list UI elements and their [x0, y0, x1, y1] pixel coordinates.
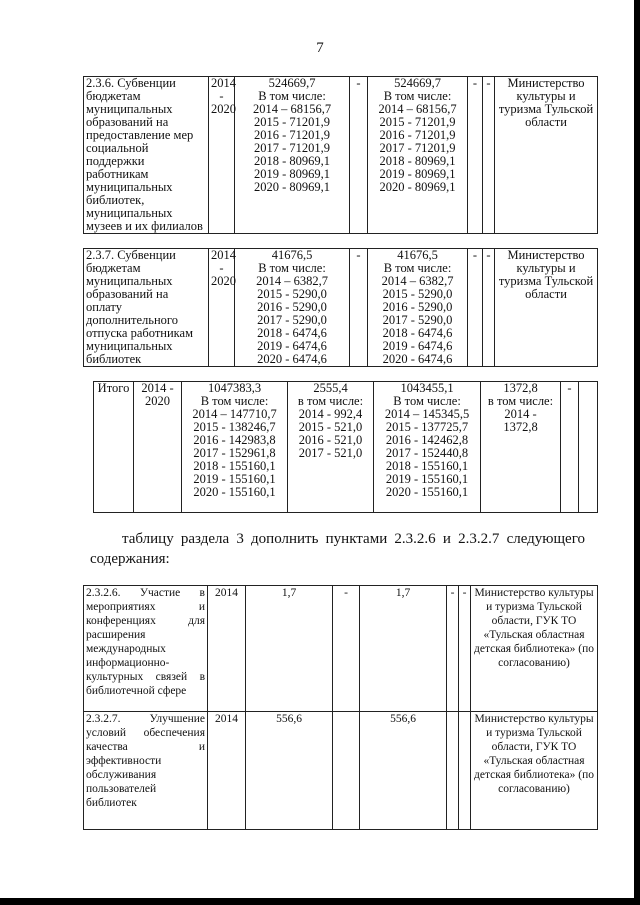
table-row	[84, 586, 598, 712]
row-executor: Министерство культуры и туризма Тульской области, ГУК ТО «Тульская областная детская библиотека» (по согласованию)	[471, 712, 598, 830]
item-executor: Министерство культуры и туризма Тульской области	[495, 77, 598, 234]
item-regional: 524669,7 В том числе: 2014 – 68156,7 2015 - 71201,9 2016 - 71201,9 2017 - 71201,9 2018 - 80969,1 2019 - 80969,1 2020 - 80969,1	[368, 77, 468, 234]
item-name: 2.3.7. Субвенции бюджетам муниципальных образований на оплату дополнительного отпуска работникам муниципальных библиотек	[84, 249, 209, 367]
item-federal: -	[350, 249, 368, 367]
row-regional: 556,6	[360, 712, 447, 830]
subvention-table-2-3-6	[83, 76, 598, 234]
row-extra: -	[459, 586, 471, 712]
total-table	[93, 381, 598, 513]
item-executor: Министерство культуры и туризма Тульской области	[495, 249, 598, 367]
total-federal: 2555,4 в том числе: 2014 - 992,4 2015 - 521,0 2016 - 521,0 2017 - 521,0	[288, 382, 374, 513]
row-federal	[333, 712, 360, 830]
item-total: 41676,5 В том числе: 2014 – 6382,7 2015 - 5290,0 2016 - 5290,0 2017 - 5290,0 2018 - 6474,6 2019 - 6474,6 2020 - 6474,6	[235, 249, 350, 367]
scan-edge-bottom	[0, 898, 640, 905]
row-total: 556,6	[246, 712, 333, 830]
amendment-paragraph: таблицу раздела 3 дополнить пунктами 2.3.2.6 и 2.3.2.7 следующего содержания:	[90, 531, 585, 567]
section3-table	[83, 585, 598, 830]
item-local: -	[468, 77, 483, 234]
row-local	[447, 712, 459, 830]
item-local: -	[468, 249, 483, 367]
item-years: 2014 - 2020	[209, 249, 235, 367]
item-years: 2014 - 2020	[209, 77, 235, 234]
row-name: 2.3.2.6. Участие в мероприятиях и конференциях для расширения международных информационно-культурных связей в библиотечной сфере	[84, 586, 208, 712]
row-local: -	[447, 586, 459, 712]
total-sum: 1047383,3 В том числе: 2014 – 147710,7 2015 - 138246,7 2016 - 142983,8 2017 - 152961,8 2018 - 155160,1 2019 - 155160,1 2020 - 155160,1	[182, 382, 288, 513]
total-label: Итого	[94, 382, 134, 513]
subvention-table-2-3-7	[83, 248, 598, 367]
total-years: 2014 - 2020	[134, 382, 182, 513]
item-total: 524669,7 В том числе: 2014 – 68156,7 2015 - 71201,9 2016 - 71201,9 2017 - 71201,9 2018 - 80969,1 2019 - 80969,1 2020 - 80969,1	[235, 77, 350, 234]
table-row	[84, 712, 598, 830]
item-extra: -	[483, 77, 495, 234]
row-year: 2014	[208, 586, 246, 712]
row-federal: -	[333, 586, 360, 712]
row-executor: Министерство культуры и туризма Тульской области, ГУК ТО «Тульская областная детская библиотека» (по согласованию)	[471, 586, 598, 712]
page-number: 7	[316, 40, 324, 56]
item-extra: -	[483, 249, 495, 367]
row-name: 2.3.2.7. Улучшение условий обеспечения качества и эффективности обслуживания пользователей библиотек	[84, 712, 208, 830]
total-regional: 1043455,1 В том числе: 2014 – 145345,5 2015 - 137725,7 2016 - 142462,8 2017 - 152440,8 2018 - 155160,1 2019 - 155160,1 2020 - 155160,1	[374, 382, 481, 513]
item-name: 2.3.6. Субвенции бюджетам муниципальных образований на предоставление мер социальной поддержки работникам муниципальных библиотек, муниципальных музеев и их филиалов	[84, 77, 209, 234]
total-local: 1372,8 в том числе: 2014 - 1372,8	[481, 382, 561, 513]
row-extra	[459, 712, 471, 830]
row-regional: 1,7	[360, 586, 447, 712]
total-extra: -	[561, 382, 579, 513]
total-empty-cell	[579, 382, 598, 513]
row-total: 1,7	[246, 586, 333, 712]
row-year: 2014	[208, 712, 246, 830]
item-federal: -	[350, 77, 368, 234]
scan-edge-right	[634, 0, 640, 905]
item-regional: 41676,5 В том числе: 2014 – 6382,7 2015 - 5290,0 2016 - 5290,0 2017 - 5290,0 2018 - 6474,6 2019 - 6474,6 2020 - 6474,6	[368, 249, 468, 367]
